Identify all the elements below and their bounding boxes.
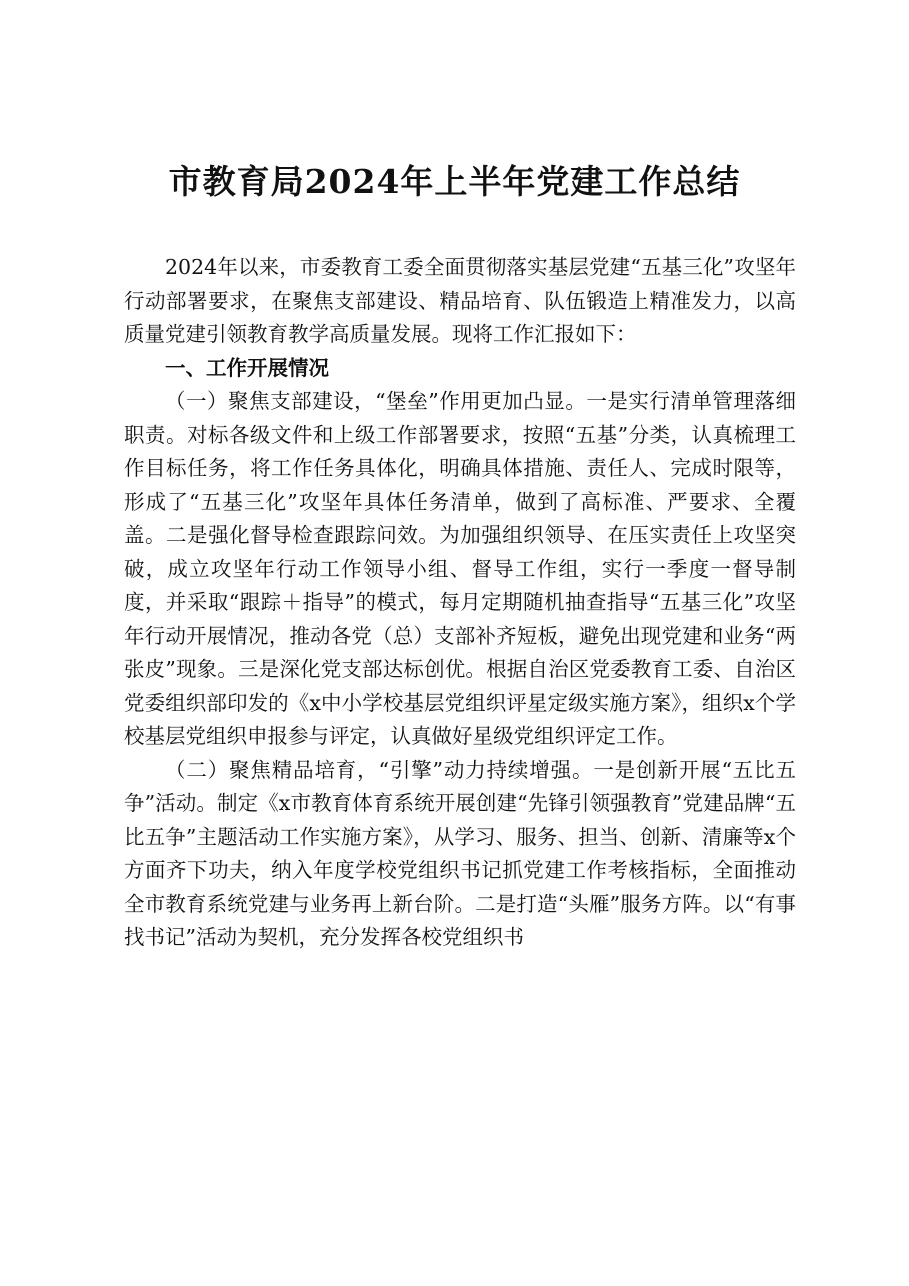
body-paragraph: （二）聚焦精品培育，“引擎”动力持续增强。一是创新开展“五比五争”活动。制定《x市教育体育系统开展创建“先锋引领强教育”党建品牌“五比五争”主题活动工作实施方案》，从学习、服务、担当、创新、清廉等x个方面齐下功夫，纳入年度学校党组织书记抓党建工作考核指标，全面推动全市教育系统党建与业务再上新台阶。二是打造“头雁”服务方阵。以“有事找书记”活动为契机，充分发挥各校党组织书 [124,757,796,949]
section-heading: 一、工作开展情况 [165,355,329,380]
intro-paragraph: 2024年以来，市委教育工委全面贯彻落实基层党建“五基三化”攻坚年行动部署要求，在聚焦支部建设、精品培育、队伍锻造上精准发力，以高质量党建引领教育教学高质量发展。现将工作汇报如下： [124,255,796,346]
document-body [124,251,796,955]
body-paragraph: （一）聚焦支部建设，“堡垒”作用更加凸显。一是实行清单管理落细职责。对标各级文件和上级工作部署要求，按照“五基”分类，认真梳理工作目标任务，将工作任务具体化，明确具体措施、责任人、完成时限等，形成了“五基三化”攻坚年具体任务清单，做到了高标准、严要求、全覆盖。二是强化督导检查跟踪问效。为加强组织领导、在压实责任上攻坚突破，成立攻坚年行动工作领导小组、督导工作组，实行一季度一督导制度，并采取“跟踪＋指导”的模式，每月定期随机抽查指导“五基三化”攻坚年行动开展情况，推动各党（总）支部补齐短板，避免出现党建和业务“两张皮”现象。三是深化党支部达标创优。根据自治区党委教育工委、自治区党委组织部印发的《x中小学校基层党组织评星定级实施方案》，组织x个学校基层党组织申报参与评定，认真做好星级党组织评定工作。 [124,389,796,748]
document-title: 市教育局2024年上半年党建工作总结 [168,162,741,201]
